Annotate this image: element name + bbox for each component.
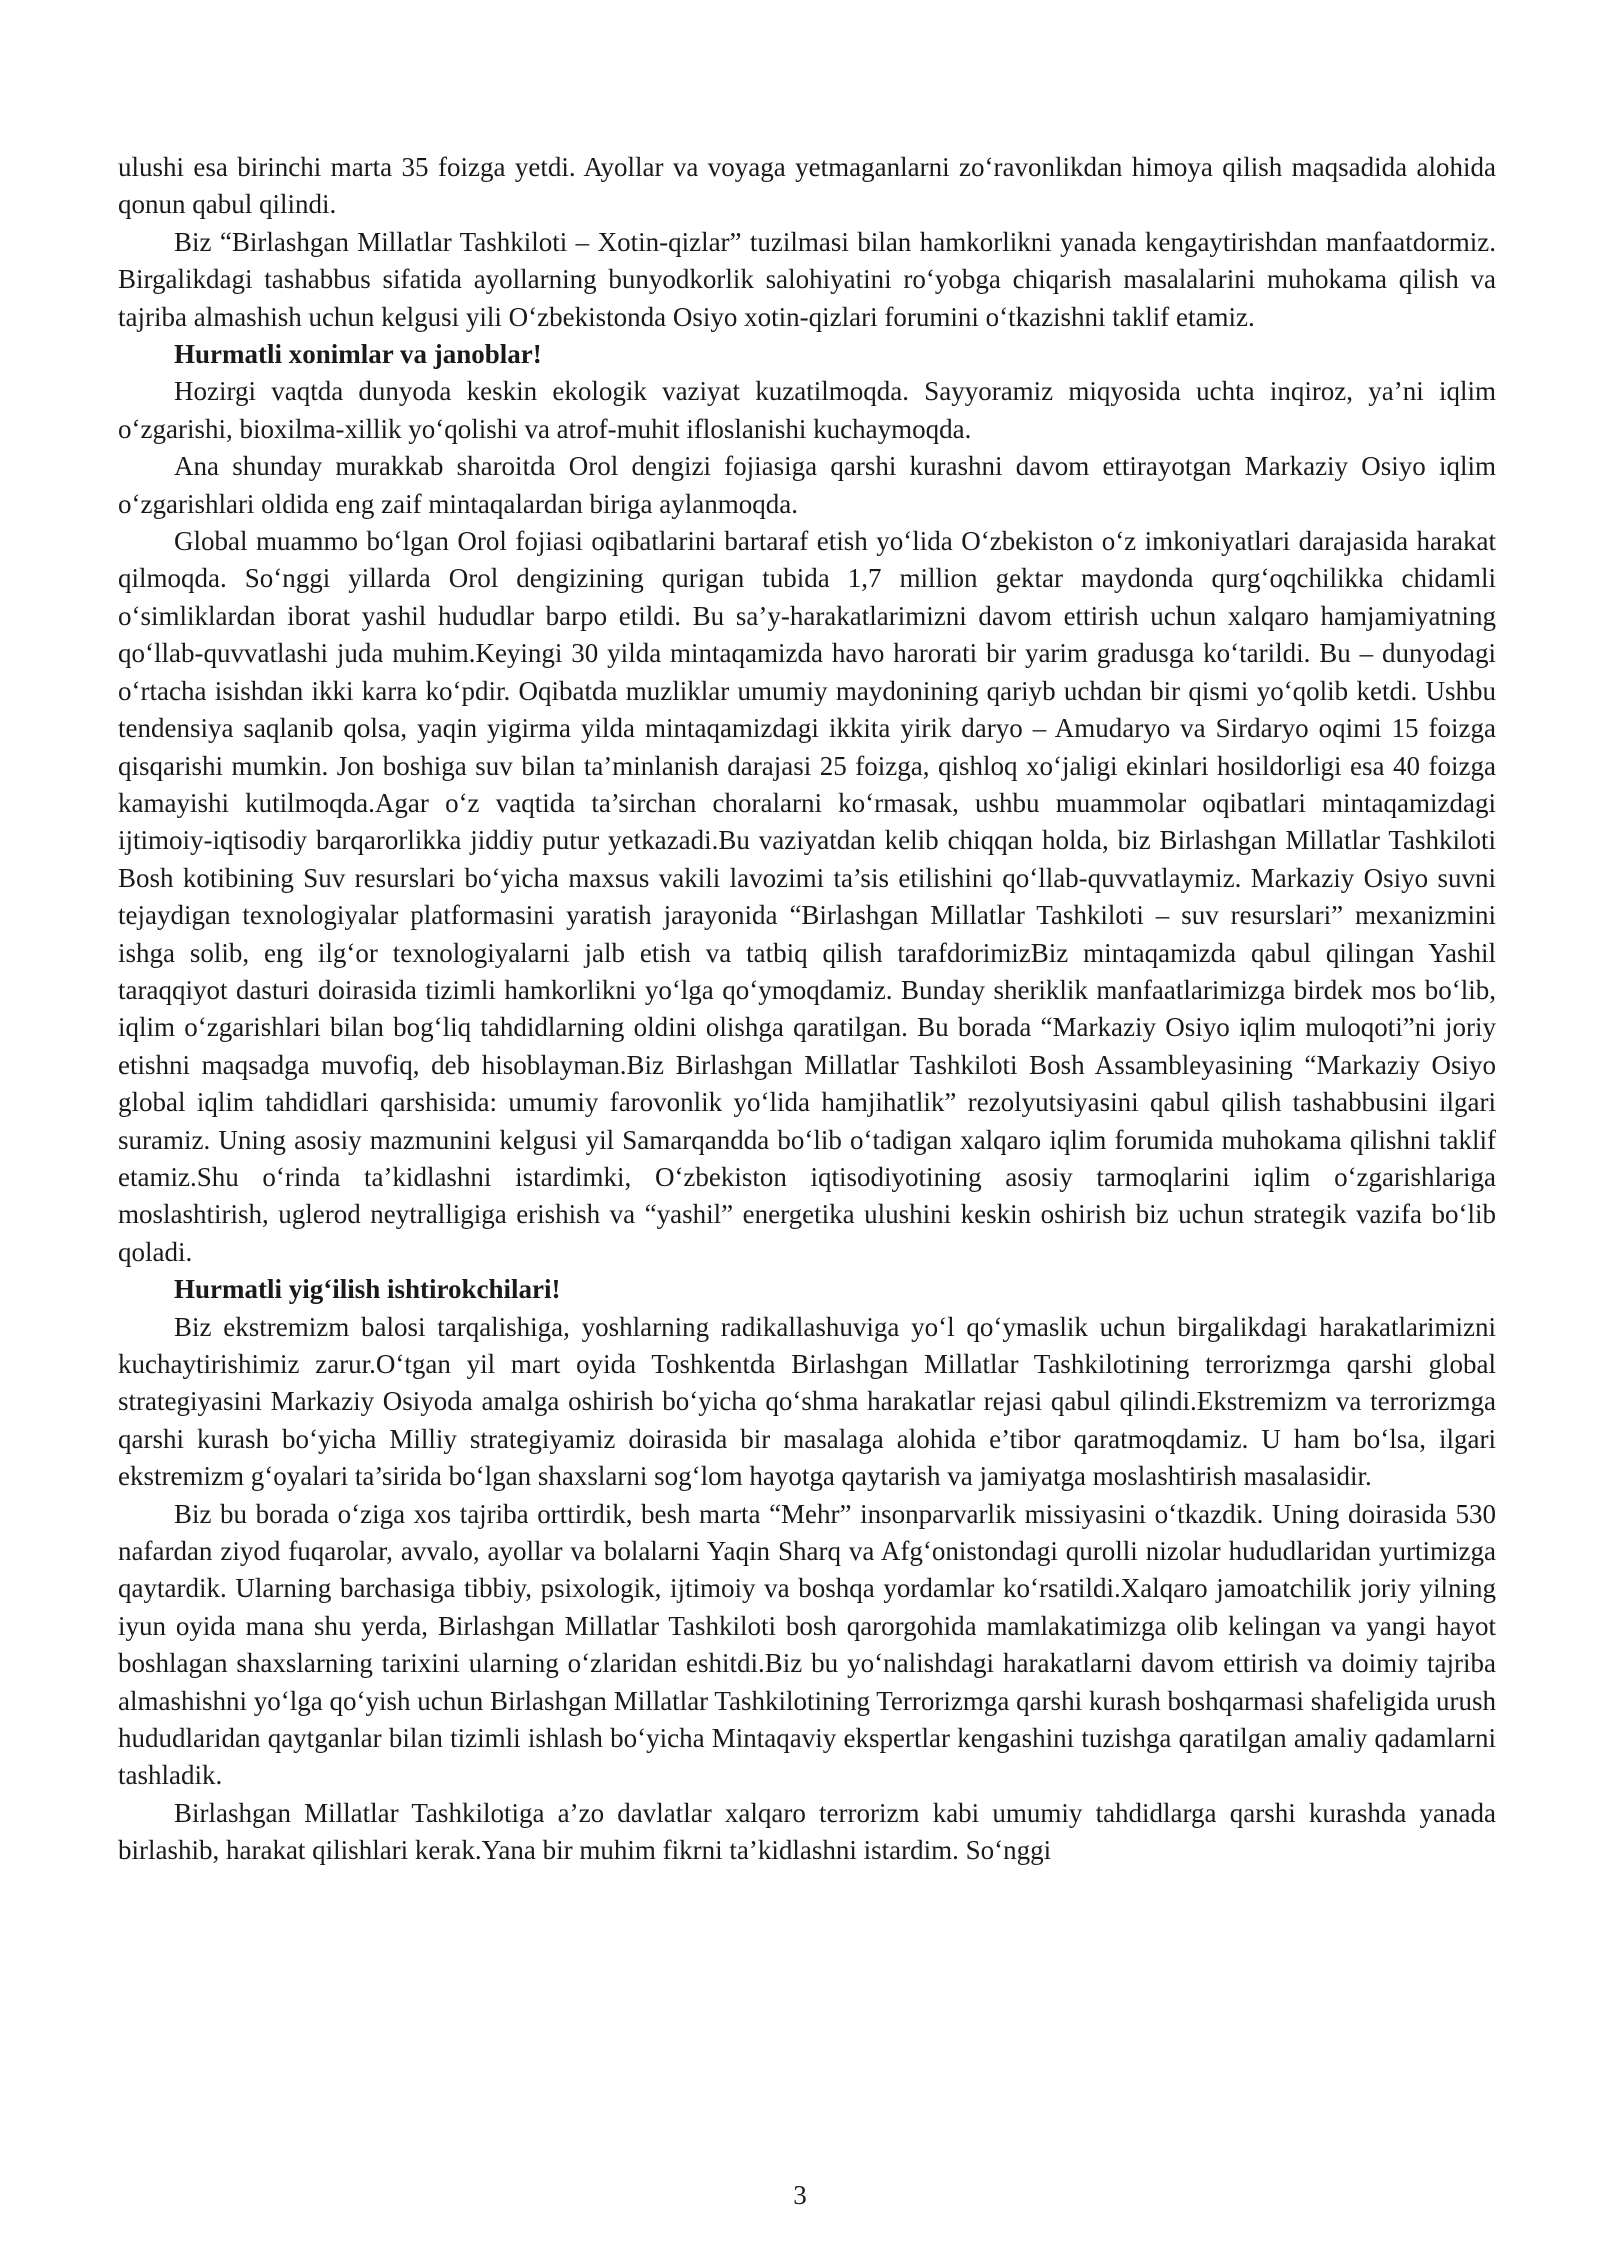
paragraph: Biz “Birlashgan Millatlar Tashkiloti – Xotin-qizlar” tuzilmasi bilan hamkorlikni yanada kengaytirishdan manfaatdormiz. Birgalikdagi tashabbus sifatida ayollarning bunyodkorlik salohiyatini ro‘yobga chiqarish masalalarini muhokama qilish va tajriba almashish uchun kelgusi yili O‘zbekistonda Osiyo xotin-qizlari forumini o‘tkazishni taklif etamiz. [118,226,1496,332]
paragraph: Birlashgan Millatlar Tashkilotiga a’zo davlatlar xalqaro terrorizm kabi umumiy tahdidlarga qarshi kurashda yanada birlashib, harakat qilishlari kerak.Yana bir muhim fikrni ta’kidlashni istardim. So‘nggi [118,1797,1496,1866]
page-number: 3 [793,2180,807,2210]
paragraph: Hozirgi vaqtda dunyoda keskin ekologik vaziyat kuzatilmoqda. Sayyoramiz miqyosida uchta inqiroz, ya’ni iqlim o‘zgarishi, bioxilma-xillik yo‘qolishi va atrof-muhit ifloslanishi kuchaymoqda. [118,376,1496,444]
section-heading: Hurmatli yig‘ilish ishtirokchilari! [174,1274,561,1305]
document-body [118,149,1496,1870]
paragraph: Biz bu borada o‘ziga xos tajriba orttirdik, besh marta “Mehr” insonparvarlik missiyasini o‘tkazdik. Uning doirasida 530 nafardan ziyod fuqarolar, avvalo, ayollar va bolalarni Yaqin Sharq va Afg‘onistondagi qurolli nizolar hududlaridan yurtimizga qaytardik. Ularning barchasiga tibbiy, psixologik, ijtimoiy va boshqa yordamlar ko‘rsatildi.Xalqaro jamoatchilik joriy yilning iyun oyida mana shu yerda, Birlashgan Millatlar Tashkiloti bosh qarorgohida mamlakatimizga olib kelingan va yangi hayot boshlagan shaxslarning tarixini ularning o‘zlaridan eshitdi.Biz bu yo‘nalishdagi harakatlarni davom ettirish va doimiy tajriba almashishni yo‘lga qo‘yish uchun Birlashgan Millatlar Tashkilotining Terrorizmga qarshi kurash boshqarmasi shafeligida urush hududlaridan qaytganlar bilan tizimli ishlash bo‘yicha Mintaqaviy ekspertlar kengashini tuzishga qaratilgan amaliy qadamlarni tashladik. [118,1498,1496,1791]
paragraph: Ana shunday murakkab sharoitda Orol dengizi fojiasiga qarshi kurashni davom ettirayotgan Markaziy Osiyo iqlim o‘zgarishlari oldida eng zaif mintaqalardan biriga aylanmoqda. [118,451,1496,519]
paragraph: Biz ekstremizm balosi tarqalishiga, yoshlarning radikallashuviga yo‘l qo‘ymaslik uchun birgalikdagi harakatlarimizni kuchaytirishimiz zarur.O‘tgan yil mart oyida Toshkentda Birlashgan Millatlar Tashkilotining terrorizmga qarshi global strategiyasini Markaziy Osiyoda amalga oshirish bo‘yicha qo‘shma harakatlar rejasi qabul qilindi.Ekstremizm va terrorizmga qarshi kurash bo‘yicha Milliy strategiyamiz doirasida bir masalaga alohida e’tibor qaratmoqdamiz. U ham bo‘lsa, ilgari ekstremizm g‘oyalari ta’sirida bo‘lgan shaxslarni sog‘lom hayotga qaytarish va jamiyatga moslashtirish masalasidir. [118,1311,1496,1492]
section-heading: Hurmatli xonimlar va janoblar! [174,339,542,370]
paragraph: Global muammo bo‘lgan Orol fojiasi oqibatlarini bartaraf etish yo‘lida O‘zbekiston o‘z imkoniyatlari darajasida harakat qilmoqda. So‘nggi yillarda Orol dengizining qurigan tubida 1,7 million gektar maydonda qurg‘oqchilikka chidamli o‘simliklardan iborat yashil hududlar barpo etildi. Bu sa’y-harakatlarimizni davom ettirish uchun xalqaro hamjamiyatning qo‘llab-quvvatlashi juda muhim.Keyingi 30 yilda mintaqamizda havo harorati bir yarim gradusga ko‘tarildi. Bu – dunyodagi o‘rtacha isishdan ikki karra ko‘pdir. Oqibatda muzliklar umumiy maydonining qariyb uchdan bir qismi yo‘qolib ketdi. Ushbu tendensiya saqlanib qolsa, yaqin yigirma yilda mintaqamizdagi ikkita yirik daryo – Amudaryo va Sirdaryo oqimi 15 foizga qisqarishi mumkin. Jon boshiga suv bilan ta’minlanish darajasi 25 foizga, qishloq xo‘jaligi ekinlari hosildorligi esa 40 foizga kamayishi kutilmoqda.Agar o‘z vaqtida ta’sirchan choralarni ko‘rmasak, ushbu muammolar oqibatlari mintaqamizdagi ijtimoiy-iqtisodiy barqarorlikka jiddiy putur yetkazadi.Bu vaziyatdan kelib chiqqan holda, biz Birlashgan Millatlar Tashkiloti Bosh kotibining Suv resurslari bo‘yicha maxsus vakili lavozimi ta’sis etilishini qo‘llab-quvvatlaymiz. Markaziy Osiyo suvni tejaydigan texnologiyalar platformasini yaratish jarayonida “Birlashgan Millatlar Tashkiloti – suv resurslari” mexanizmini ishga solib, eng ilg‘or texnologiyalarni jalb etish va tatbiq qilish tarafdorimizBiz mintaqamizda qabul qilingan Yashil taraqqiyot dasturi doirasida tizimli hamkorlikni yo‘lga qo‘ymoqdamiz. Bunday sheriklik manfaatlarimizga birdek mos bo‘lib, iqlim o‘zgarishlari bilan bog‘liq tahdidlarning oldini olishga qaratilgan. Bu borada “Markaziy Osiyo iqlim muloqoti”ni joriy etishni maqsadga muvofiq, deb hisoblayman.Biz Birlashgan Millatlar Tashkiloti Bosh Assambleyasining “Markaziy Osiyo global iqlim tahdidlari qarshisida: umumiy farovonlik yo‘lida hamjihatlik” rezolyutsiyasini qabul qilish tashabbusini ilgari suramiz. Uning asosiy mazmunini kelgusi yil Samarqandda bo‘lib o‘tadigan xalqaro iqlim forumida muhokama qilishni taklif etamiz.Shu o‘rinda ta’kidlashni istardimki, O‘zbekiston iqtisodiyotining asosiy tarmoqlarini iqlim o‘zgarishlariga moslashtirish, uglerod neytralligiga erishish va “yashil” energetika ulushini keskin oshirish biz uchun strategik vazifa bo‘lib qoladi. [118,526,1496,1267]
paragraph: ulushi esa birinchi marta 35 foizga yetdi. Ayollar va voyaga yetmaganlarni zo‘ravonlikdan himoya qilish maqsadida alohida qonun qabul qilindi. [118,152,1496,220]
